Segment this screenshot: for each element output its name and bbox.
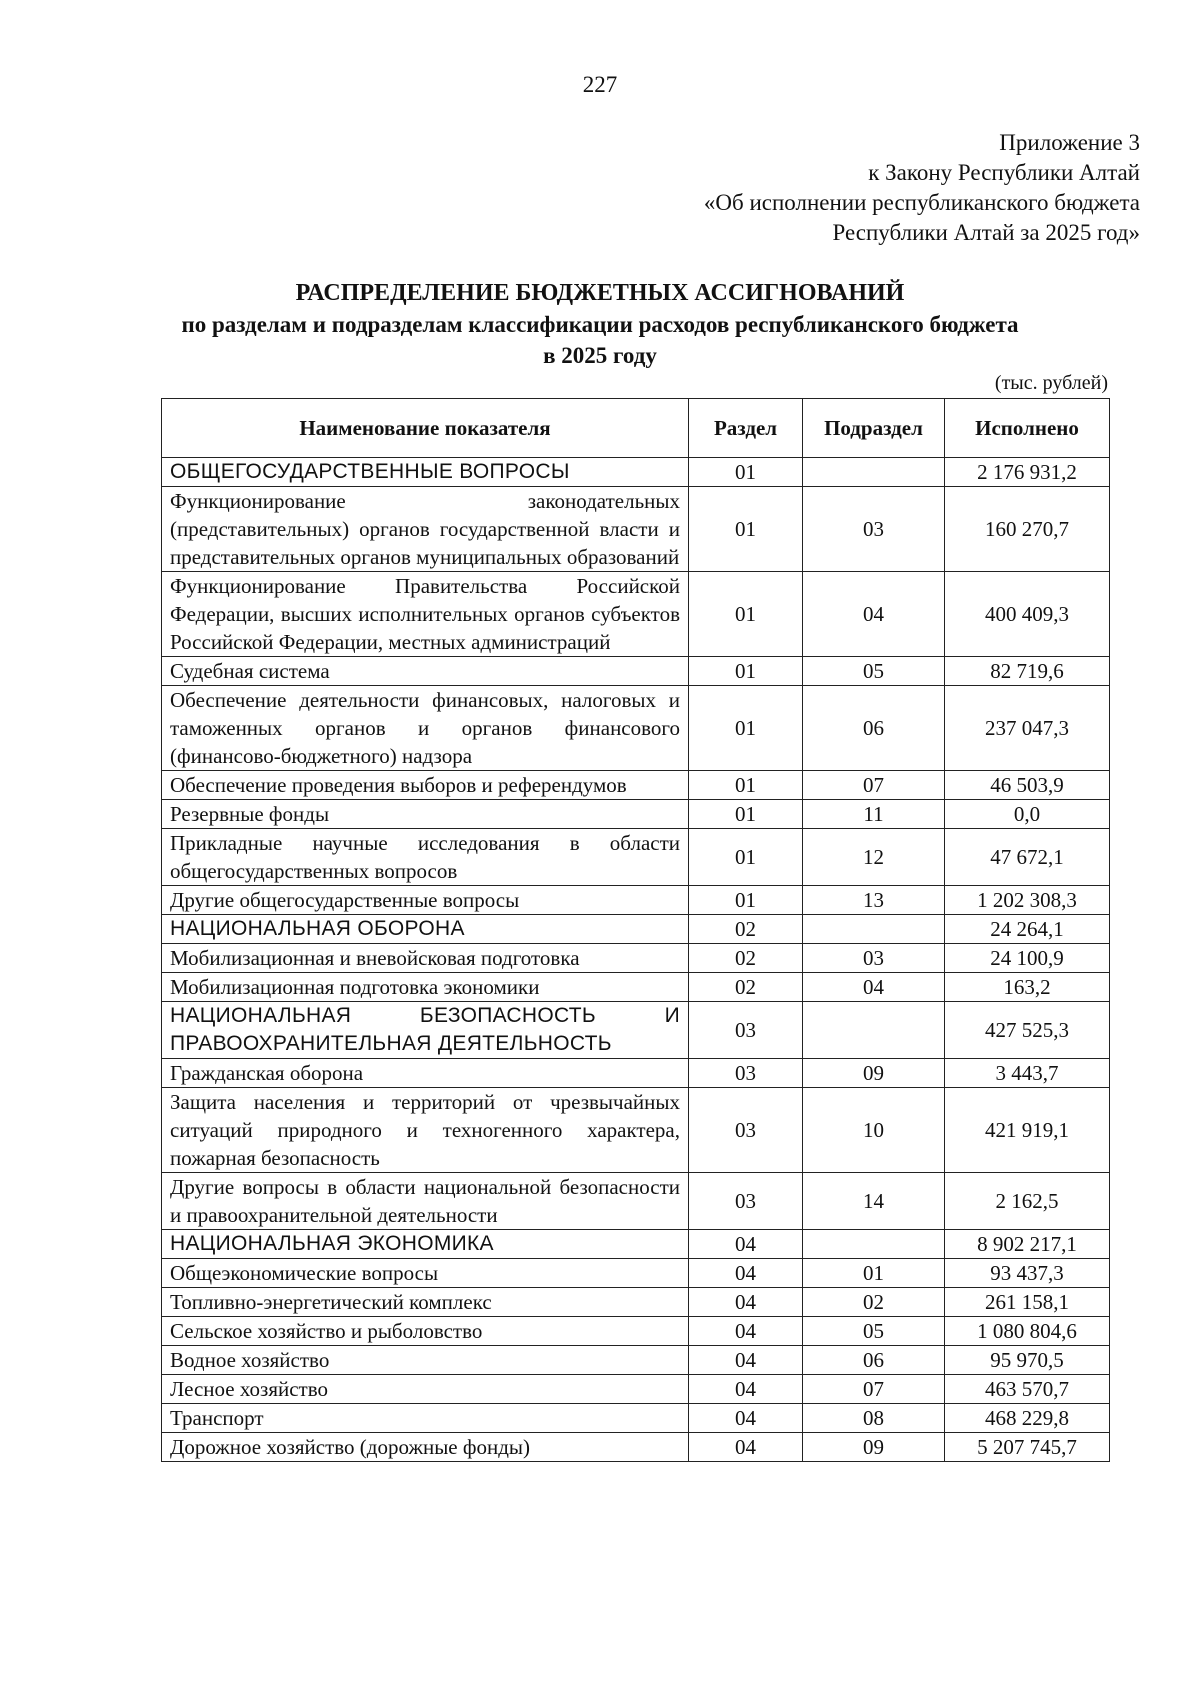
row-subsection-code: 14: [803, 1173, 945, 1230]
column-header-executed: Исполнено: [945, 399, 1110, 458]
row-name: Топливно-энергетический комплекс: [162, 1288, 689, 1317]
appendix-line: Республики Алтай за 2025 год»: [832, 220, 1140, 245]
column-header-subsection: Подраздел: [803, 399, 945, 458]
row-name: Лесное хозяйство: [162, 1375, 689, 1404]
row-subsection-code: 09: [803, 1433, 945, 1462]
row-section-code: 03: [689, 1088, 803, 1173]
row-section-code: 04: [689, 1230, 803, 1259]
row-section-code: 01: [689, 657, 803, 686]
table-row: [162, 973, 1110, 1002]
table-row: [162, 944, 1110, 973]
table-row: [162, 1002, 1110, 1059]
row-executed-value: 427 525,3: [945, 1002, 1110, 1059]
row-name: Другие общегосударственные вопросы: [162, 886, 689, 915]
title-line: в 2025 году: [543, 343, 657, 368]
row-name: Дорожное хозяйство (дорожные фонды): [162, 1433, 689, 1462]
row-executed-value: 93 437,3: [945, 1259, 1110, 1288]
row-section-code: 04: [689, 1404, 803, 1433]
table-row: [162, 1088, 1110, 1173]
table-row: [162, 800, 1110, 829]
table-row: [162, 1230, 1110, 1259]
row-subsection-code: 10: [803, 1088, 945, 1173]
row-executed-value: 47 672,1: [945, 829, 1110, 886]
row-subsection-code: [803, 458, 945, 487]
budget-table: [161, 398, 1110, 1462]
row-executed-value: 163,2: [945, 973, 1110, 1002]
row-section-code: 01: [689, 487, 803, 572]
row-executed-value: 261 158,1: [945, 1288, 1110, 1317]
appendix-reference: [704, 128, 1140, 248]
row-section-code: 04: [689, 1317, 803, 1346]
row-name: Гражданская оборона: [162, 1059, 689, 1088]
row-name: Судебная система: [162, 657, 689, 686]
table-row: [162, 915, 1110, 944]
row-name: Резервные фонды: [162, 800, 689, 829]
row-name: Функционирование законодательных (представительных) органов государственной власти и представительных органов муниципальных образований: [162, 487, 689, 572]
row-name: Функционирование Правительства Российской Федерации, высших исполнительных органов субъектов Российской Федерации, местных администраций: [162, 572, 689, 657]
row-subsection-code: 06: [803, 686, 945, 771]
table-header-row: [162, 399, 1110, 458]
row-executed-value: 421 919,1: [945, 1088, 1110, 1173]
row-name: Водное хозяйство: [162, 1346, 689, 1375]
table-row: [162, 1404, 1110, 1433]
row-name: Обеспечение проведения выборов и референдумов: [162, 771, 689, 800]
row-section-code: 04: [689, 1375, 803, 1404]
row-section-code: 04: [689, 1433, 803, 1462]
units-note: (тыс. рублей): [994, 372, 1108, 394]
row-executed-value: 82 719,6: [945, 657, 1110, 686]
row-subsection-code: 08: [803, 1404, 945, 1433]
row-section-code: 01: [689, 686, 803, 771]
column-header-name: Наименование показателя: [162, 399, 689, 458]
row-executed-value: 95 970,5: [945, 1346, 1110, 1375]
row-name: Защита населения и территорий от чрезвычайных ситуаций природного и техногенного характера, пожарная безопасность: [162, 1088, 689, 1173]
table-body: [162, 458, 1110, 1462]
row-name: НАЦИОНАЛЬНАЯ ОБОРОНА: [162, 915, 689, 944]
table-row: [162, 657, 1110, 686]
row-subsection-code: [803, 915, 945, 944]
row-executed-value: 3 443,7: [945, 1059, 1110, 1088]
row-section-code: 01: [689, 771, 803, 800]
row-subsection-code: [803, 1230, 945, 1259]
row-subsection-code: 07: [803, 1375, 945, 1404]
row-name: ОБЩЕГОСУДАРСТВЕННЫЕ ВОПРОСЫ: [162, 458, 689, 487]
appendix-line: «Об исполнении республиканского бюджета: [703, 190, 1140, 215]
row-subsection-code: 03: [803, 944, 945, 973]
row-name: Прикладные научные исследования в области общегосударственных вопросов: [162, 829, 689, 886]
row-name: Общеэкономические вопросы: [162, 1259, 689, 1288]
row-executed-value: 8 902 217,1: [945, 1230, 1110, 1259]
row-name: Мобилизационная подготовка экономики: [162, 973, 689, 1002]
title-line: по разделам и подразделам классификации расходов республиканского бюджета: [181, 312, 1019, 337]
title-line: РАСПРЕДЕЛЕНИЕ БЮДЖЕТНЫХ АССИГНОВАНИЙ: [295, 280, 905, 306]
table-row: [162, 1059, 1110, 1088]
row-subsection-code: 07: [803, 771, 945, 800]
table-row: [162, 1173, 1110, 1230]
row-subsection-code: 05: [803, 657, 945, 686]
table-row: [162, 1259, 1110, 1288]
row-name: НАЦИОНАЛЬНАЯ ЭКОНОМИКА: [162, 1230, 689, 1259]
row-section-code: 01: [689, 458, 803, 487]
row-name: Сельское хозяйство и рыболовство: [162, 1317, 689, 1346]
row-executed-value: 24 100,9: [945, 944, 1110, 973]
row-subsection-code: [803, 1002, 945, 1059]
row-executed-value: 160 270,7: [945, 487, 1110, 572]
row-name: Транспорт: [162, 1404, 689, 1433]
row-subsection-code: 05: [803, 1317, 945, 1346]
table-row: [162, 1288, 1110, 1317]
row-section-code: 03: [689, 1059, 803, 1088]
document-title: [0, 278, 1200, 371]
row-name: НАЦИОНАЛЬНАЯ БЕЗОПАСНОСТЬ И ПРАВООХРАНИТЕЛЬНАЯ ДЕЯТЕЛЬНОСТЬ: [162, 1002, 689, 1059]
table-row: [162, 1346, 1110, 1375]
row-subsection-code: 06: [803, 1346, 945, 1375]
row-subsection-code: 13: [803, 886, 945, 915]
table-row: [162, 829, 1110, 886]
row-subsection-code: 04: [803, 973, 945, 1002]
row-section-code: 02: [689, 944, 803, 973]
row-name: Мобилизационная и вневойсковая подготовка: [162, 944, 689, 973]
page-number: 227: [582, 72, 618, 97]
row-executed-value: 468 229,8: [945, 1404, 1110, 1433]
column-header-section: Раздел: [689, 399, 803, 458]
row-section-code: 04: [689, 1288, 803, 1317]
table-row: [162, 1375, 1110, 1404]
row-executed-value: 46 503,9: [945, 771, 1110, 800]
table-row: [162, 771, 1110, 800]
row-executed-value: 2 162,5: [945, 1173, 1110, 1230]
row-executed-value: 0,0: [945, 800, 1110, 829]
appendix-line: к Закону Республики Алтай: [868, 160, 1140, 185]
row-section-code: 01: [689, 829, 803, 886]
appendix-line: Приложение 3: [999, 130, 1140, 155]
row-section-code: 01: [689, 800, 803, 829]
row-name: Другие вопросы в области национальной безопасности и правоохранительной деятельности: [162, 1173, 689, 1230]
table-row: [162, 886, 1110, 915]
row-executed-value: 237 047,3: [945, 686, 1110, 771]
row-executed-value: 463 570,7: [945, 1375, 1110, 1404]
table-row: [162, 686, 1110, 771]
row-executed-value: 400 409,3: [945, 572, 1110, 657]
row-executed-value: 24 264,1: [945, 915, 1110, 944]
row-section-code: 01: [689, 886, 803, 915]
row-executed-value: 1 080 804,6: [945, 1317, 1110, 1346]
row-subsection-code: 03: [803, 487, 945, 572]
row-subsection-code: 11: [803, 800, 945, 829]
row-executed-value: 1 202 308,3: [945, 886, 1110, 915]
table-row: [162, 572, 1110, 657]
row-section-code: 02: [689, 915, 803, 944]
row-section-code: 02: [689, 973, 803, 1002]
table-row: [162, 458, 1110, 487]
row-section-code: 03: [689, 1002, 803, 1059]
row-subsection-code: 04: [803, 572, 945, 657]
table-row: [162, 1433, 1110, 1462]
table-row: [162, 487, 1110, 572]
row-subsection-code: 02: [803, 1288, 945, 1317]
table-row: [162, 1317, 1110, 1346]
row-subsection-code: 09: [803, 1059, 945, 1088]
row-subsection-code: 01: [803, 1259, 945, 1288]
row-section-code: 01: [689, 572, 803, 657]
row-section-code: 04: [689, 1259, 803, 1288]
row-executed-value: 5 207 745,7: [945, 1433, 1110, 1462]
row-section-code: 04: [689, 1346, 803, 1375]
row-subsection-code: 12: [803, 829, 945, 886]
row-name: Обеспечение деятельности финансовых, налоговых и таможенных органов и органов финансового (финансово-бюджетного) надзора: [162, 686, 689, 771]
row-section-code: 03: [689, 1173, 803, 1230]
row-executed-value: 2 176 931,2: [945, 458, 1110, 487]
